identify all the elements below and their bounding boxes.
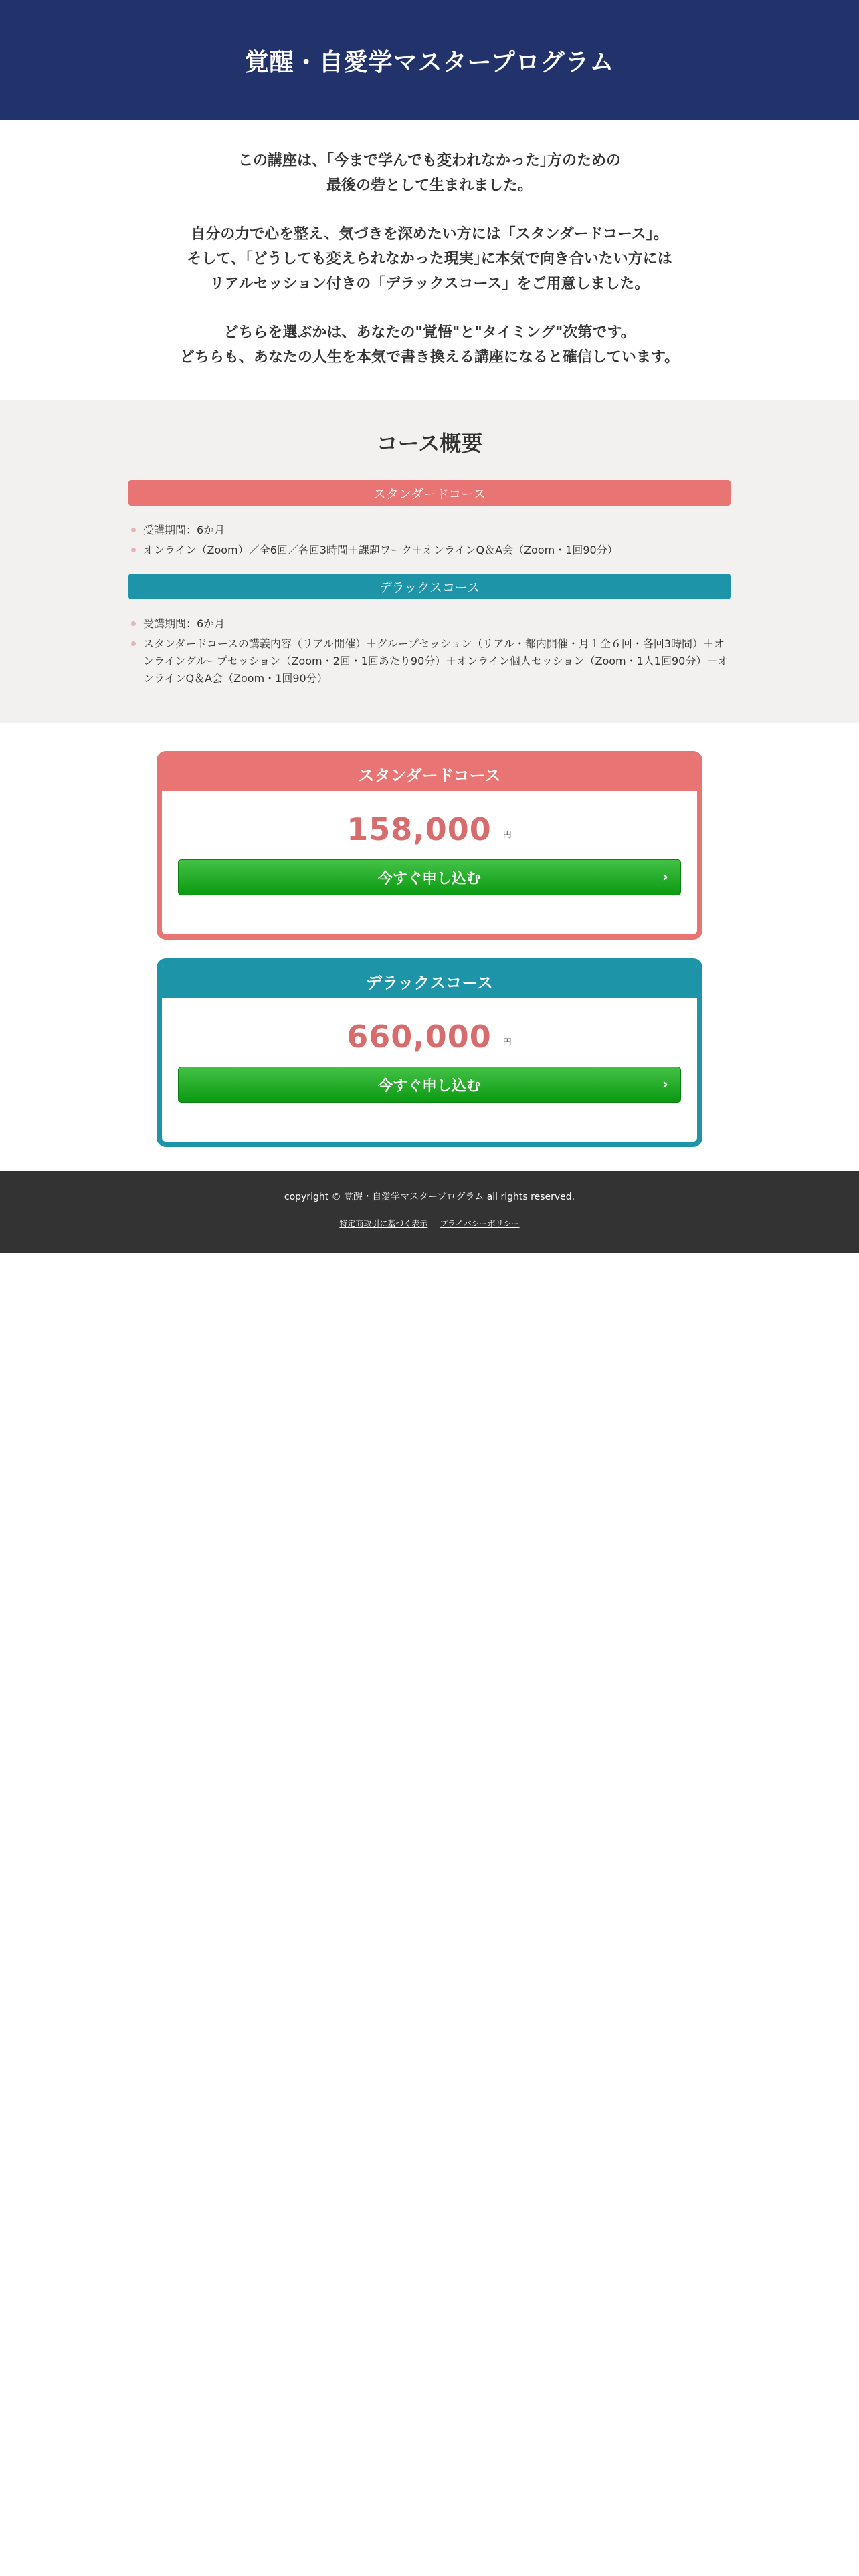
pricing-card-standard (157, 751, 702, 940)
overview-deluxe (128, 574, 731, 687)
overview-standard-label: スタンダードコース (128, 480, 731, 506)
price-unit: 円 (500, 830, 511, 839)
footer-links (0, 1218, 859, 1229)
intro-line: どちらも、あなたの人生を本気で書き換える講座になると確信しています。 (179, 349, 680, 366)
intro-section (0, 120, 859, 400)
chevron-right-icon: › (662, 1076, 668, 1093)
list-item: オンライン（Zoom）／全6回／各回3時間＋課題ワーク＋オンラインQ＆A会（Zoom・1回90分） (143, 542, 731, 559)
commerce-law-link[interactable]: 特定商取引に基づく表示 (339, 1219, 428, 1228)
overview-deluxe-label: デラックスコース (128, 574, 731, 599)
overview-deluxe-list (128, 615, 731, 687)
list-item: 受講期間：6か月 (143, 615, 731, 633)
page-header (0, 0, 859, 120)
price-value: 158,000 (347, 811, 492, 847)
intro-line: そして、｢どうしても変えられなかった現実｣に本気で向き合いたい方には (187, 251, 672, 267)
price (162, 811, 697, 851)
card-title: スタンダードコース (162, 756, 697, 791)
page-footer (0, 1171, 859, 1253)
card-title: デラックスコース (162, 964, 697, 998)
intro-line: この講座は、｢今まで学んでも変われなかった｣方のための (237, 152, 621, 169)
price-unit: 円 (500, 1037, 511, 1046)
list-item: 受講期間：6か月 (143, 522, 731, 539)
button-label: 今すぐ申し込む (377, 870, 481, 887)
copyright-text: copyright © 覚醒・自愛学マスタープログラム all rights reserved. (284, 1192, 575, 1202)
intro-paragraph (0, 222, 859, 296)
intro-paragraph (0, 148, 859, 198)
price (162, 1018, 697, 1059)
overview-standard-list (128, 522, 731, 559)
intro-line: 自分の力で心を整え、気づきを深めたい方には「スタンダードコース」。 (191, 226, 668, 243)
intro-paragraph (0, 320, 859, 370)
intro-line: 最後の砦として生まれました。 (326, 177, 533, 194)
overview-standard (128, 480, 731, 559)
price-value: 660,000 (347, 1018, 492, 1055)
privacy-policy-link[interactable]: プライバシーポリシー (440, 1219, 520, 1228)
page-title: 覚醒・自愛学マスタープログラム (244, 48, 615, 76)
pricing-section (0, 723, 859, 1147)
apply-now-button[interactable] (178, 1067, 681, 1103)
course-overview-section (0, 400, 859, 723)
list-item: スタンダードコースの講義内容（リアル開催）＋グループセッション（リアル・都内開催・月１全６回・各回3時間）＋オンライングループセッション（Zoom・2回・1回あたり90分）＋オンライン個人セッション（Zoom・1人1回90分）＋オンラインQ＆A会（Zoom・1回90分） (143, 635, 731, 687)
section-heading: コース概要 (376, 431, 483, 456)
chevron-right-icon: › (662, 869, 668, 886)
pricing-card-deluxe (157, 958, 702, 1147)
button-label: 今すぐ申し込む (377, 1077, 481, 1095)
apply-now-button[interactable] (178, 859, 681, 895)
intro-line: どちらを選ぶかは、あなたの"覚悟"と"タイミング"次第です。 (223, 324, 636, 341)
intro-line: リアルセッション付きの「デラックスコース」をご用意しました。 (209, 276, 650, 292)
